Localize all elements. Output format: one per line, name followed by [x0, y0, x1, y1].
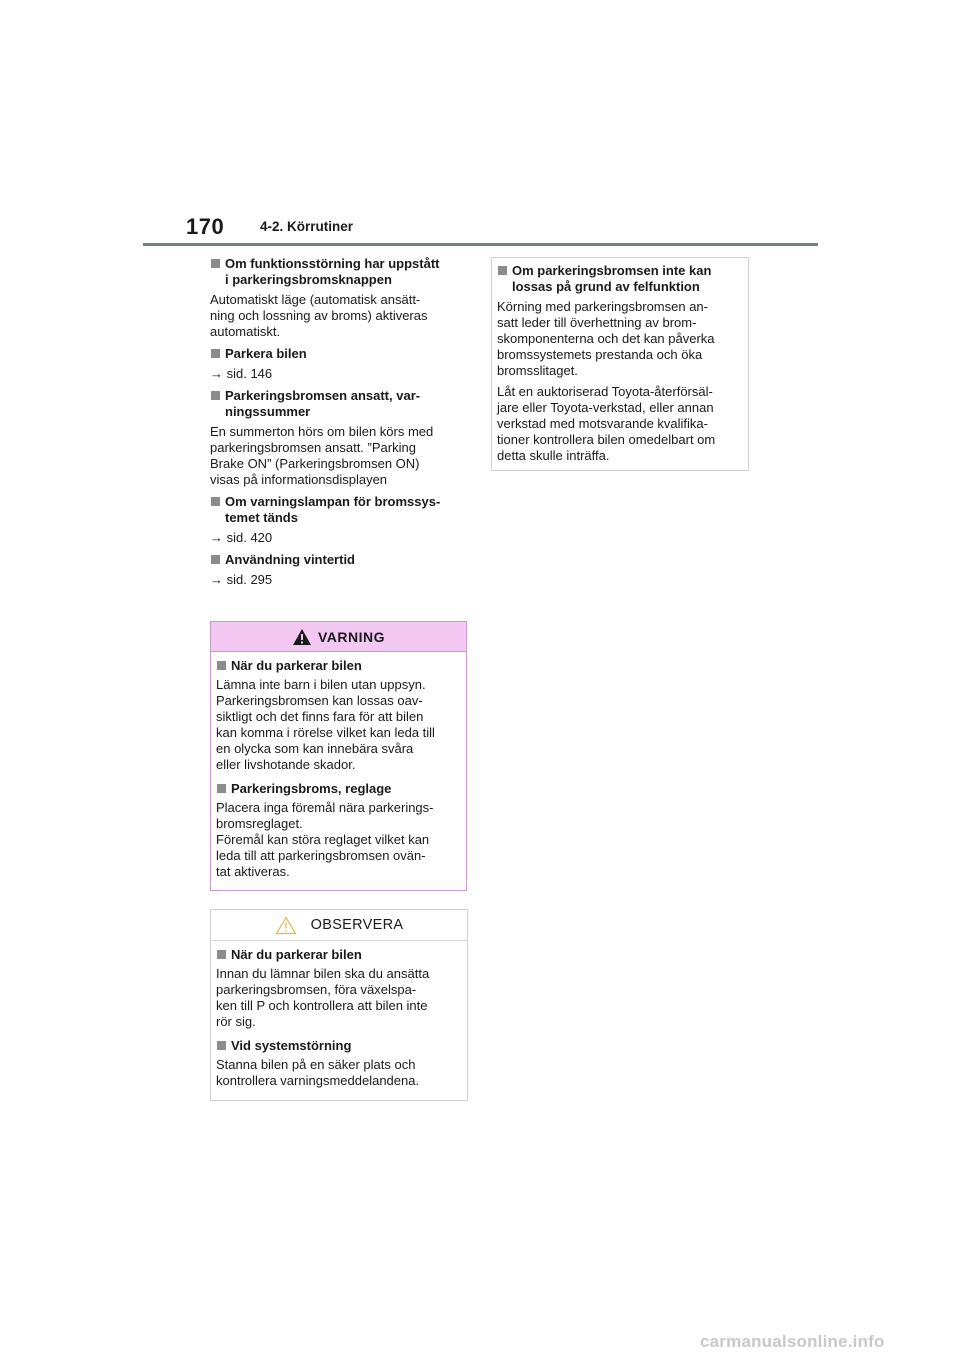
heading-text: Om funktionsstörning har uppstått i parkeringsbromsknappen [225, 256, 440, 287]
section-heading [210, 494, 470, 526]
square-bullet-icon [217, 661, 226, 670]
notice-header [211, 910, 467, 941]
section-malfunction-button [210, 256, 470, 340]
section-heading [216, 1038, 462, 1054]
square-bullet-icon [217, 784, 226, 793]
section-heading [210, 256, 470, 288]
heading-text: Parkera bilen [225, 346, 307, 361]
body-text: En summerton hörs om bilen körs med parkeringsbromsen ansatt. ”Parking Brake ON” (Parkeringsbromsen ON) visas på informationsdisplayen [210, 424, 434, 487]
square-bullet-icon [211, 555, 220, 564]
section-heading [216, 658, 461, 674]
warning-content [211, 652, 466, 880]
page-reference-link[interactable]: → sid. 295 [210, 572, 273, 587]
body-text: Låt en auktoriserad Toyota-återförsäl- jare eller Toyota-verkstad, eller annan verkstad med motsvarande kvalifika- tioner kontrollera bilen omedelbart om detta skulle inträffa. [497, 384, 716, 463]
body-text: Automatiskt läge (automatisk ansätt- ning och lossning av broms) aktiveras automatiskt. [210, 292, 428, 339]
warning-triangle-icon [292, 628, 312, 646]
notice-content [211, 941, 467, 1089]
page-number: 170 [186, 214, 225, 239]
page-header [0, 0, 960, 250]
section-heading [216, 947, 462, 963]
notice-triangle-icon [275, 916, 297, 935]
section-winter-use [210, 552, 470, 588]
heading-text: När du parkerar bilen [231, 947, 362, 962]
warning-title: VARNING [317, 628, 386, 645]
square-bullet-icon [211, 391, 220, 400]
section-title: 4-2. Körrutiner [260, 219, 354, 234]
square-bullet-icon [498, 266, 507, 275]
body-text: Körning med parkeringsbromsen an- satt leder till överhettning av brom- skomponenterna och det kan påverka bromssystemets prestanda och öka bromsslitaget. [497, 299, 715, 378]
heading-text: När du parkerar bilen [231, 658, 362, 673]
body-text: Placera inga föremål nära parkerings- bromsreglaget. Föremål kan störa reglaget vilket kan leda till att parkeringsbromsen ovän- tat aktiveras. [216, 800, 434, 879]
section-heading [210, 552, 470, 568]
section-brake-buzzer [210, 388, 470, 488]
heading-text: Användning vintertid [225, 552, 355, 567]
body-text: Lämna inte barn i bilen utan uppsyn. Parkeringsbromsen kan lossas oav- siktligt och det finns fara för att bilen kan komma i rörelse vilket kan leda till en olycka som kan innebära svåra eller livshotande skador. [216, 677, 435, 772]
warning-header [211, 622, 466, 652]
square-bullet-icon [211, 259, 220, 268]
body-text: Stanna bilen på en säker plats och kontrollera varningsmeddelandena. [216, 1057, 420, 1088]
page-reference-link[interactable]: → sid. 146 [210, 366, 273, 381]
notice-title: OBSERVERA [310, 917, 404, 933]
section-heading [210, 388, 470, 420]
section-park-car [210, 346, 470, 382]
section-heading [497, 263, 743, 295]
heading-text: Parkeringsbroms, reglage [231, 781, 392, 796]
info-box-brake-malfunction [491, 257, 749, 471]
section-heading [210, 346, 470, 362]
warning-box [210, 621, 467, 891]
header-divider [143, 243, 818, 246]
heading-text: Om parkeringsbromsen inte kan lossas på grund av felfunktion [512, 263, 712, 294]
heading-text: Om varningslampan för bromssys- temet tänds [225, 494, 441, 525]
left-column [210, 256, 470, 594]
heading-text: Vid systemstörning [231, 1038, 352, 1053]
square-bullet-icon [217, 950, 226, 959]
body-text: Innan du lämnar bilen ska du ansätta parkeringsbromsen, föra växelspa- ken till P och kontrollera att bilen inte rör sig. [216, 966, 430, 1029]
square-bullet-icon [211, 497, 220, 506]
page-reference-link[interactable]: → sid. 420 [210, 530, 273, 545]
watermark: carmanualsonline.info [700, 1332, 885, 1351]
section-brake-warning-lamp [210, 494, 470, 546]
square-bullet-icon [211, 349, 220, 358]
section-heading [216, 781, 461, 797]
notice-box [210, 909, 468, 1101]
heading-text: Parkeringsbromsen ansatt, var- ningssummer [225, 388, 421, 419]
square-bullet-icon [217, 1041, 226, 1050]
